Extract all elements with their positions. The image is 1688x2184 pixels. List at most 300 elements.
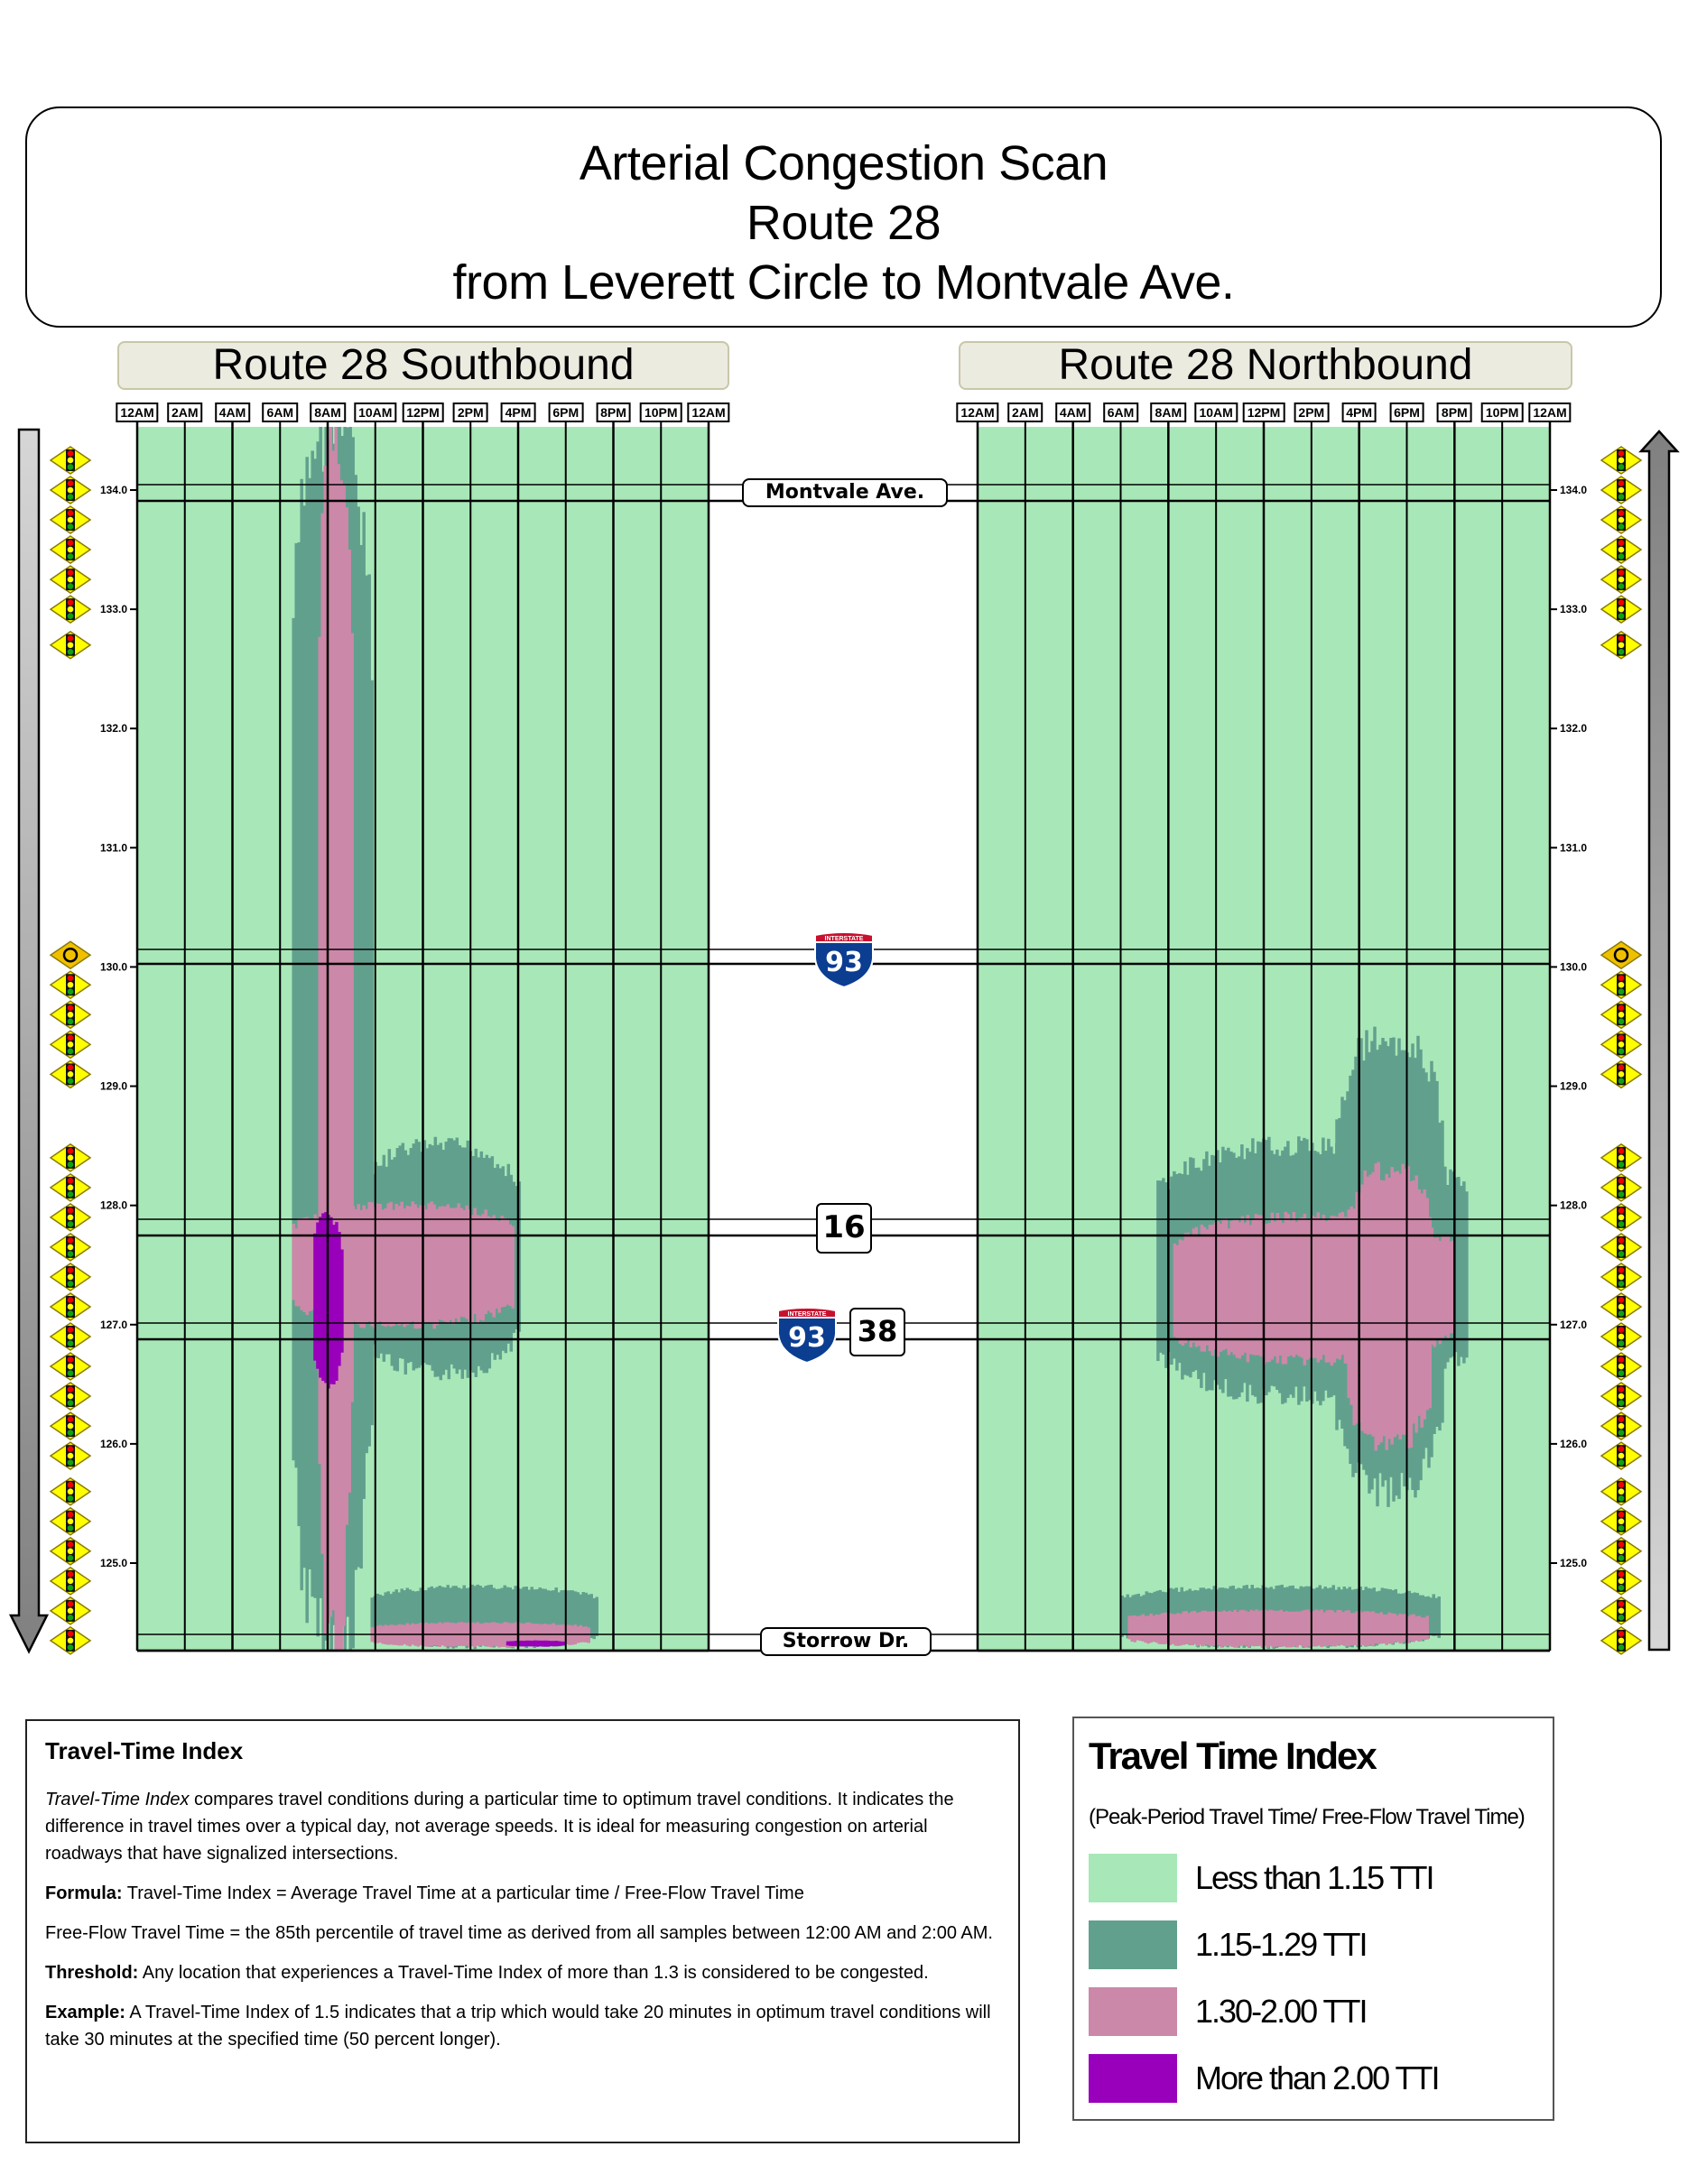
heatmap-cell <box>438 1207 441 1319</box>
heatmap-cell <box>1347 1209 1350 1398</box>
heatmap-cell <box>1390 1167 1394 1445</box>
explanation-formula <box>45 1880 1000 1907</box>
heatmap-cell <box>533 1641 537 1647</box>
heatmap-cell <box>1268 1223 1272 1362</box>
heatmap-cell <box>1171 1614 1174 1643</box>
heatmap-cell <box>1393 1614 1396 1643</box>
time-label: 6AM <box>1103 403 1139 422</box>
heatmap-cell <box>348 1208 352 1320</box>
time-label: 12AM <box>687 403 729 422</box>
heatmap-cell <box>408 1207 412 1324</box>
heatmap-cell <box>462 1210 466 1318</box>
time-label: 12AM <box>116 403 158 422</box>
heatmap-cell <box>1295 1612 1299 1648</box>
heatmap-cell <box>297 542 301 1526</box>
heatmap-cell <box>558 1642 561 1647</box>
traffic-signal-icon <box>51 1353 90 1380</box>
heatmap-cell <box>1159 1180 1163 1353</box>
heatmap-cell <box>354 475 357 1569</box>
traffic-signal-icon <box>1601 596 1641 623</box>
heatmap-cell <box>1344 1611 1348 1646</box>
heatmap-cell <box>321 1213 325 1381</box>
heatmap-cell <box>294 1228 298 1306</box>
time-label: 6AM <box>262 403 298 422</box>
heatmap-cell <box>561 1642 564 1646</box>
heatmap-cell <box>476 1215 479 1322</box>
heatmap-cell <box>1136 1616 1139 1640</box>
heatmap-cell <box>1396 1615 1399 1642</box>
traffic-signal-icon <box>1601 1597 1641 1624</box>
heatmap-cell <box>403 1208 406 1327</box>
traffic-signal-icon <box>1601 1568 1641 1595</box>
time-label: 4AM <box>215 403 251 422</box>
y-tick-label: 129.0 <box>1560 1079 1588 1093</box>
heatmap-cell <box>1206 1612 1210 1645</box>
traffic-signal-icon <box>51 1293 90 1320</box>
traffic-signal-icon <box>1601 1412 1641 1439</box>
heatmap-cell <box>1325 1610 1329 1646</box>
heatmap-cell <box>389 1202 393 1327</box>
traffic-signal-icon <box>1601 1144 1641 1171</box>
heatmap-cell <box>1320 1609 1323 1647</box>
heatmap-cell <box>1360 1185 1364 1431</box>
heatmap-cell <box>1124 1597 1127 1635</box>
heatmap-cell <box>386 1203 390 1325</box>
legend-swatch-low <box>1089 1854 1177 1902</box>
heatmap-cell <box>1387 1613 1391 1643</box>
heatmap-cell <box>1222 1611 1226 1647</box>
traffic-signal-icon <box>1601 1383 1641 1410</box>
traffic-signal-icon <box>51 506 90 533</box>
heatmap-cell <box>1290 1612 1294 1648</box>
heatmap-cell <box>1176 1613 1180 1646</box>
heatmap-cell <box>1328 1219 1331 1363</box>
heatmap-cell <box>511 1226 515 1309</box>
y-tick-label: 126.0 <box>99 1437 127 1450</box>
heatmap-cell <box>1217 1612 1220 1645</box>
heatmap-cell <box>1187 1613 1191 1643</box>
heatmap-cell <box>1374 1613 1377 1643</box>
heatmap-cell <box>1444 1236 1448 1336</box>
time-label: 8AM <box>1151 403 1187 422</box>
heatmap-cell <box>300 1218 303 1310</box>
heatmap-cell <box>1423 1617 1426 1640</box>
heatmap-cell <box>1355 1611 1359 1645</box>
heatmap-cell <box>1276 1611 1280 1647</box>
time-label: 2PM <box>1294 403 1329 422</box>
heatmap-cell <box>1465 1191 1469 1357</box>
heatmap-cell <box>1192 1228 1196 1342</box>
heatmap-cell <box>302 1217 306 1312</box>
heatmap-cell <box>1133 1615 1136 1643</box>
heatmap-cell <box>1187 1233 1191 1338</box>
heatmap-cell <box>1127 1616 1131 1640</box>
heatmap-cell <box>1425 1615 1429 1639</box>
heatmap-cell <box>592 1598 596 1639</box>
explanation-freeflow: Free-Flow Travel Time = the 85th percentile of travel time as derived from all samples between 12:00 AM and 2:00 AM. <box>45 1923 993 1943</box>
heatmap-cell <box>362 1205 366 1328</box>
heatmap-cell <box>555 1641 559 1646</box>
heatmap-cell <box>536 1641 540 1647</box>
time-label: 4AM <box>1055 403 1091 422</box>
heatmap-cell <box>1368 1175 1372 1435</box>
heatmap-cell <box>1409 1615 1413 1641</box>
time-label: 2AM <box>1007 403 1043 422</box>
heatmap-cell <box>539 1641 543 1646</box>
traffic-signal-icon <box>51 1144 90 1171</box>
heatmap-cell <box>394 1204 398 1323</box>
heatmap-cell <box>400 1202 403 1324</box>
traffic-signal-icon <box>1601 1060 1641 1087</box>
traffic-signal-icon <box>51 1204 90 1231</box>
heatmap-cell <box>1162 1178 1165 1355</box>
heatmap-cell <box>1220 1224 1223 1352</box>
heatmap-cell <box>1179 1614 1183 1645</box>
traffic-signal-icon <box>51 1412 90 1439</box>
heatmap-cell <box>342 486 346 1626</box>
heatmap-cell <box>528 1641 532 1647</box>
heatmap-cell <box>589 1594 593 1638</box>
heatmap-cell <box>1417 1189 1421 1416</box>
formula-text: Travel-Time Index = Average Travel Time at a particular time / Free-Flow Travel Time <box>122 1883 804 1903</box>
interstate-number: 93 <box>788 1322 826 1354</box>
traffic-signal-icon <box>51 1031 90 1058</box>
heatmap-cell <box>1398 1174 1402 1440</box>
y-tick-label: 131.0 <box>1560 841 1588 855</box>
heatmap-cell <box>1295 1222 1299 1355</box>
heatmap-cell <box>1192 1611 1196 1644</box>
heatmap-cell <box>1211 1611 1215 1645</box>
interstate-number: 93 <box>825 947 863 978</box>
heatmap-cell <box>397 1206 401 1325</box>
y-tick-label: 126.0 <box>1560 1437 1588 1450</box>
heatmap-cell <box>587 1628 590 1643</box>
heatmap-cell <box>500 1624 504 1647</box>
heatmap-cell <box>1160 1614 1164 1644</box>
heatmap-cell <box>1460 1186 1463 1357</box>
heatmap-cell <box>1228 1611 1231 1646</box>
heatmap-cell <box>1336 1217 1340 1358</box>
traffic-signal-icon <box>1601 1478 1641 1505</box>
heatmap-cell <box>408 1624 412 1646</box>
heatmap-cell <box>354 1209 357 1323</box>
heatmap-cell <box>441 1206 444 1320</box>
heatmap-cell <box>525 1641 529 1647</box>
traffic-signal-icon <box>51 536 90 563</box>
heatmap-cell <box>1401 1615 1405 1643</box>
heatmap-cell <box>473 1208 477 1315</box>
heatmap-cell <box>1274 1611 1277 1647</box>
traffic-signal-icon <box>51 632 90 659</box>
heatmap-cell <box>1203 1611 1207 1645</box>
legend-swatch-severe <box>1089 2054 1177 2103</box>
heatmap-cell <box>329 1217 333 1384</box>
heatmap-cell <box>1363 1171 1367 1433</box>
heatmap-cell <box>1257 1611 1261 1646</box>
heatmap-cell <box>1328 1610 1331 1645</box>
traffic-signal-icon <box>1601 477 1641 504</box>
heatmap-cell <box>1412 1180 1415 1423</box>
time-label: 10PM <box>640 403 682 422</box>
heatmap-cell <box>1249 1610 1253 1645</box>
heatmap-cell <box>1377 1162 1380 1445</box>
heatmap-cell <box>357 1204 360 1324</box>
heatmap-cell <box>505 1218 509 1304</box>
heatmap-cell <box>416 1208 420 1328</box>
heatmap-cell <box>550 1641 553 1646</box>
heatmap-cell <box>1349 1613 1353 1645</box>
heatmap-cell <box>435 1209 439 1326</box>
traffic-signal-icon <box>1601 1293 1641 1320</box>
heatmap-cell <box>332 1225 336 1384</box>
heatmap-cell <box>1271 1610 1275 1647</box>
congestion-region-high <box>1127 1609 1429 1648</box>
threshold-label: Threshold: <box>45 1963 139 1983</box>
y-tick-label: 132.0 <box>99 722 127 736</box>
y-tick-label: 125.0 <box>99 1557 127 1569</box>
heatmap-cell <box>386 1625 390 1644</box>
heatmap-cell <box>320 514 324 1554</box>
intro-term: Travel-Time Index <box>45 1790 190 1809</box>
heatmap-cell <box>531 1641 534 1646</box>
heatmap-cell <box>1331 1610 1334 1646</box>
heatmap-cell <box>359 545 363 1569</box>
y-tick-label: 130.0 <box>1560 960 1588 974</box>
heatmap-cell <box>1130 1615 1134 1642</box>
heatmap-cell <box>1274 1221 1277 1356</box>
title-line-1: Arterial Congestion Scan <box>579 136 1108 190</box>
legend-swatch-high <box>1089 1987 1177 2036</box>
heatmap-cell <box>1457 1177 1461 1366</box>
heatmap-cell <box>1398 1614 1402 1643</box>
interstate-93-shield-south <box>774 1305 839 1365</box>
heatmap-cell <box>1396 1171 1399 1435</box>
heatmap-cell <box>1209 1612 1212 1646</box>
heatmap-cell <box>1238 1610 1242 1646</box>
heatmap-cell <box>451 1208 455 1325</box>
traffic-signal-icon <box>1601 1263 1641 1291</box>
heatmap-cell <box>1344 1217 1348 1363</box>
y-tick-label: 128.0 <box>99 1198 127 1212</box>
heatmap-cell <box>506 1642 510 1646</box>
heatmap-cell <box>595 1596 598 1635</box>
route-38-shield: 38 <box>849 1308 905 1356</box>
legend-item <box>1089 1911 1538 1978</box>
heatmap-cell <box>427 1624 431 1646</box>
heatmap-cell <box>1238 1222 1242 1358</box>
heatmap-cell <box>1236 1219 1239 1358</box>
heatmap-cell <box>339 480 343 1651</box>
heatmap-cell <box>454 1208 458 1319</box>
heatmap-cell <box>1266 1224 1269 1362</box>
traffic-signal-icon <box>51 1508 90 1535</box>
heatmap-cell <box>1298 1612 1302 1645</box>
y-tick-label: 132.0 <box>1560 722 1588 736</box>
y-tick-label: 127.0 <box>99 1318 127 1331</box>
y-tick-label: 134.0 <box>1560 484 1588 496</box>
heatmap-cell <box>492 1215 496 1317</box>
heatmap-cell <box>308 1218 311 1310</box>
heatmap-cell <box>1141 1615 1145 1642</box>
heatmap-cell <box>1173 1614 1177 1645</box>
y-tick-label: 127.0 <box>1560 1318 1588 1331</box>
interstate-93-shield <box>812 930 876 989</box>
heatmap-cell <box>345 507 348 1525</box>
interstate-label: INTERSTATE <box>787 1311 827 1318</box>
title-line-2: Route 28 <box>746 196 941 250</box>
y-tick-label: 134.0 <box>99 484 127 496</box>
traffic-signal-icon <box>51 1263 90 1291</box>
heatmap-cell <box>484 1209 487 1314</box>
heatmap-cell <box>340 1249 344 1352</box>
traffic-signal-icon <box>1601 1174 1641 1201</box>
heatmap-cell <box>1211 1225 1215 1356</box>
traffic-signal-icon <box>51 1323 90 1350</box>
legend-label: 1.30-2.00 TTI <box>1195 1993 1367 2030</box>
y-tick-label: 133.0 <box>99 603 127 616</box>
heatmap-cell <box>1336 1610 1340 1645</box>
heatmap-cell <box>308 478 311 1569</box>
heatmap-cell <box>542 1641 545 1647</box>
traffic-signal-icon <box>1601 1001 1641 1028</box>
title-line-3: from Leverett Circle to Montvale Ave. <box>452 255 1235 310</box>
heatmap-cell <box>1368 1612 1372 1644</box>
traffic-signal-icon <box>51 447 90 474</box>
traffic-signal-icon <box>1601 632 1641 659</box>
traffic-signal-icon <box>51 596 90 623</box>
heatmap-cell <box>427 1203 431 1321</box>
heatmap-cell <box>1152 1615 1155 1642</box>
heatmap-cell <box>473 1623 477 1647</box>
heatmap-cell <box>1266 1611 1269 1648</box>
time-label: 4PM <box>501 403 536 422</box>
heatmap-cell <box>1155 1615 1158 1643</box>
heatmap-cell <box>367 1202 371 1321</box>
time-label: 8AM <box>310 403 346 422</box>
y-tick-label: 133.0 <box>1560 603 1588 616</box>
route-16-shield: 16 <box>816 1203 872 1254</box>
time-label: 10AM <box>354 403 396 422</box>
time-label: 10PM <box>1481 403 1524 422</box>
heatmap-cell <box>487 1217 490 1311</box>
heatmap-cell <box>313 458 317 1597</box>
heatmap-cell <box>503 1218 506 1307</box>
heatmap-cell <box>1282 1612 1285 1646</box>
heatmap-cell <box>552 1641 556 1646</box>
heatmap-cell <box>570 1625 574 1644</box>
heatmap-cell <box>1425 1198 1429 1410</box>
traffic-signal-icon <box>51 1568 90 1595</box>
heatmap-cell <box>1285 1611 1288 1647</box>
heatmap-cell <box>1255 1609 1258 1645</box>
time-label: 12AM <box>956 403 998 422</box>
heatmap-cell <box>1352 1613 1356 1645</box>
heatmap-cell <box>413 1204 417 1328</box>
heatmap-cell <box>1420 1617 1424 1639</box>
legend-swatch-moderate <box>1089 1920 1177 1969</box>
heatmap-cell <box>394 1625 398 1645</box>
heatmap-cell <box>1230 1612 1234 1647</box>
heatmap-cell <box>376 1204 379 1323</box>
heatmap-cell <box>1339 1610 1342 1645</box>
heatmap-cell <box>1190 1236 1193 1347</box>
traffic-signal-icon <box>1601 1234 1641 1261</box>
time-label: 2AM <box>167 403 203 422</box>
y-tick-label: 129.0 <box>99 1079 127 1093</box>
legend-title: Travel Time Index <box>1089 1735 1376 1777</box>
roundabout-sign-icon <box>1601 941 1641 968</box>
heatmap-cell <box>1176 1245 1180 1338</box>
time-label: 12PM <box>402 403 444 422</box>
heatmap-cell <box>547 1641 551 1647</box>
heatmap-cell <box>313 1234 317 1361</box>
legend-item <box>1089 2045 1538 2112</box>
heatmap-cell <box>1279 1219 1283 1356</box>
heatmap-cell <box>478 1216 482 1319</box>
example-label: Example: <box>45 2003 125 2022</box>
traffic-signal-icon <box>1601 447 1641 474</box>
heatmap-cell <box>331 451 335 1611</box>
y-tick-label: 130.0 <box>99 960 127 974</box>
heatmap-cell <box>1409 1181 1413 1448</box>
heatmap-cell <box>495 1219 498 1309</box>
northbound-header: Route 28 Northbound <box>959 341 1572 390</box>
heatmap-cell <box>346 1211 349 1318</box>
heatmap-cell <box>1366 1611 1369 1646</box>
tti-explanation-box <box>25 1719 1020 2143</box>
heatmap-cell <box>1347 1610 1350 1646</box>
y-tick-label: 125.0 <box>1560 1557 1588 1569</box>
congestion-region-severe <box>506 1641 567 1647</box>
heatmap-cell <box>1290 1221 1294 1356</box>
time-label: 8PM <box>1437 403 1472 422</box>
heatmap-cell <box>348 550 351 1493</box>
heatmap-cell <box>1241 1610 1245 1645</box>
southbound-chart <box>100 421 709 1651</box>
heatmap-cell <box>338 1232 341 1366</box>
traffic-signal-icon <box>1601 971 1641 998</box>
heatmap-cell <box>1228 1228 1231 1355</box>
heatmap-cell <box>449 1208 452 1320</box>
traffic-signal-icon <box>1601 1508 1641 1535</box>
heatmap-cell <box>1293 1612 1296 1646</box>
traffic-signal-icon <box>51 1174 90 1201</box>
heatmap-cell <box>1293 1212 1296 1357</box>
heatmap-cell <box>323 466 327 1635</box>
heatmap-cell <box>1371 1611 1375 1646</box>
heatmap-cell <box>1233 1610 1237 1648</box>
southbound-header: Route 28 Southbound <box>117 341 729 390</box>
explanation-intro <box>45 1786 1000 1867</box>
heatmap-cell <box>1325 1221 1329 1363</box>
heatmap-cell <box>319 1217 322 1377</box>
roundabout-sign-icon <box>51 941 90 968</box>
heatmap-cell <box>1249 1225 1253 1354</box>
interstate-label: INTERSTATE <box>824 936 864 942</box>
heatmap-cell <box>1182 1240 1185 1346</box>
traffic-signal-icon <box>1601 1627 1641 1654</box>
heatmap-cell <box>370 1202 374 1326</box>
heatmap-cell <box>1438 1596 1442 1638</box>
heatmap-cell <box>1387 1178 1391 1439</box>
traffic-signal-icon <box>1601 506 1641 533</box>
heatmap-cell <box>316 1223 320 1369</box>
traffic-signal-icon <box>1601 1538 1641 1565</box>
heatmap-cell <box>497 1624 501 1647</box>
heatmap-cell <box>300 479 303 1590</box>
heatmap-cell <box>1144 1616 1147 1643</box>
legend-item <box>1089 1845 1538 1911</box>
